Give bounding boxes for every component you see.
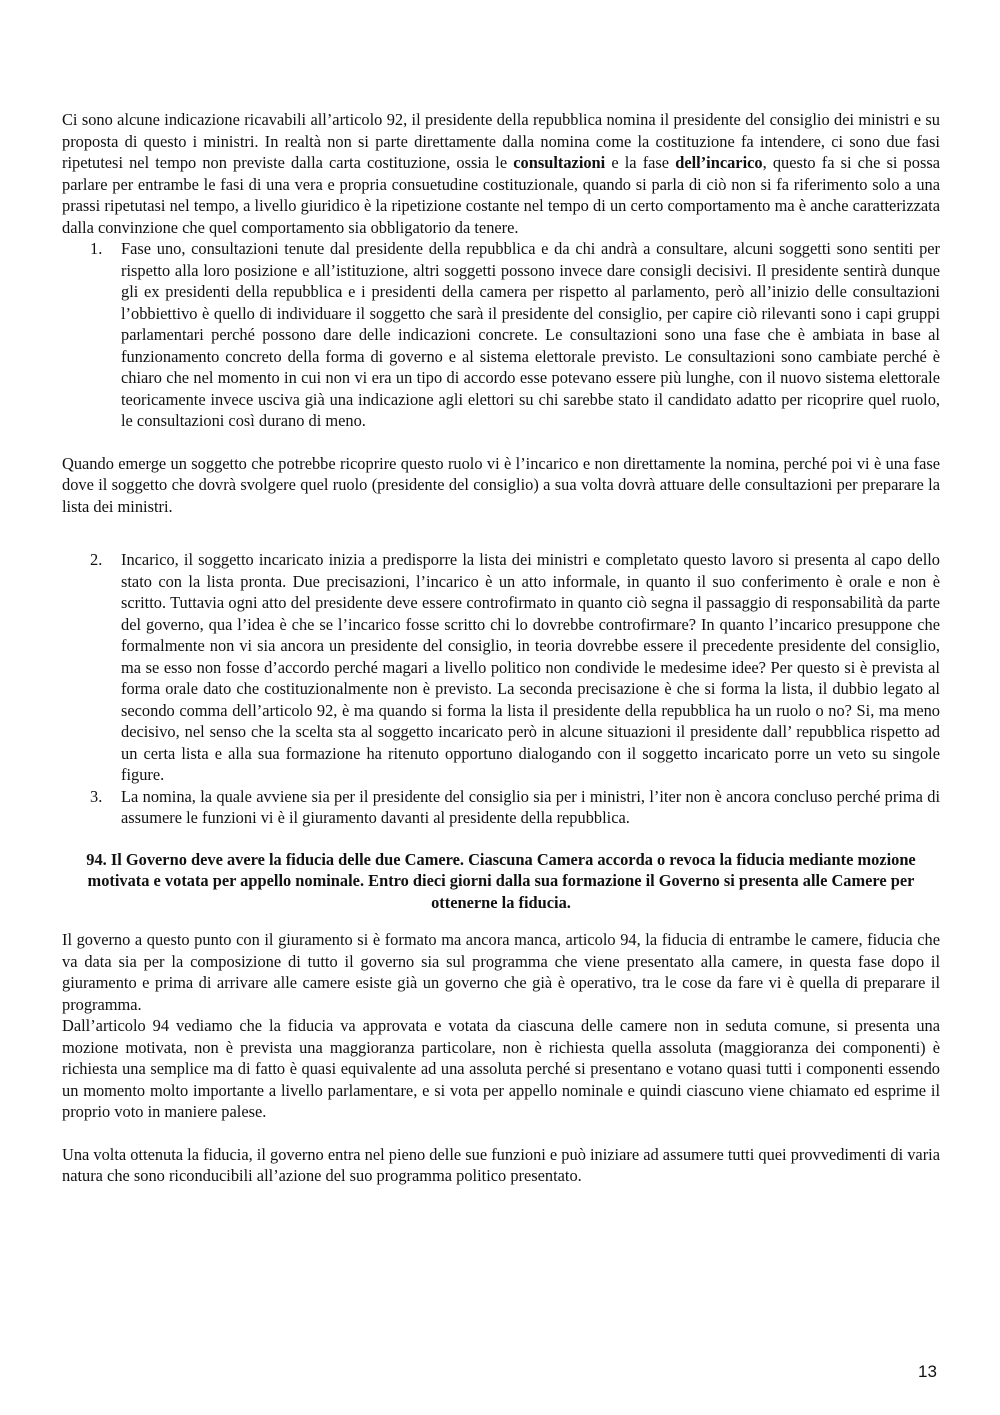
- article-94-heading: 94. Il Governo deve avere la fiducia delle due Camere. Ciascuna Camera accorda o revoca la fiducia mediante mozione motivata e votata per appello nominale. Entro dieci giorni dalla sua formazione il Governo si presenta alle Camere per ottenerne la fiducia.: [86, 849, 916, 912]
- intro-bold-consultazioni: consultazioni: [513, 153, 606, 172]
- list-item-number: 1.: [90, 239, 103, 258]
- intro-text-1: Ci sono alcune indicazione ricavabili all’articolo 92, il presidente della repubblica nomina il presidente del consiglio dei ministri e su proposta di questo i ministri. In realtà non si parte direttamente dalla nomina come la costituzione fa intendere, ci sono due fasi ripetutesi nel tempo non previste dalla carta costituzione, ossia le: [62, 110, 940, 172]
- fiducia-paragraph-1: Il governo a questo punto con il giuramento si è formato ma ancora manca, articolo 94, la fiducia di entrambe le camere, fiducia che va data sia per la composizione di tutto il governo sia sul programma che viene presentato alla camere, in questa fase dopo il giuramento e prima di arrivare alle camere esiste già un governo che già è operativo, tra le cose da fare vi è quella di preparare il programma.: [62, 930, 940, 1014]
- list-item-incarico: [62, 549, 940, 786]
- numbered-list-2: [62, 549, 940, 829]
- intro-text-2: e la fase: [605, 153, 676, 172]
- list-item-text: Fase uno, consultazioni tenute dal presidente della repubblica e da chi andrà a consultare, alcuni soggetti sono sentiti per rispetto alla loro posizione e all’istituzione, altri soggetti possono invece dare consigli decisivi. Il presidente sentirà dunque gli ex presidenti della repubblica e i presidenti della camera per rispetto al parlamento, però all’inizio delle consultazioni l’obbiettivo è quello di individuare il soggetto che sarà il presidente del consiglio, per capire ciò rilevanti sono i capi gruppi parlamentari perché possono dare delle indicazioni concrete. Le consultazioni sono una fase che è ambiata in base al funzionamento concreto della forma di governo e al sistema elettorale previsto. Le consultazioni sono cambiate perché è chiaro che nel momento in cui non vi era un tipo di accordo esse potevano essere più lunghe, con il nuovo sistema elettorale teoricamente invece usciva già una indicazione agli elettori su chi sarebbe stato il candidato adatto per ricoprire quel ruolo, le consultazioni così durano di meno.: [121, 239, 940, 430]
- list-item-text: Incarico, il soggetto incaricato inizia a predisporre la lista dei ministri e completato questo lavoro si presenta al capo dello stato con la lista pronta. Due precisazioni, l’incarico è un atto informale, in quanto il suo conferimento è orale e non è scritto. Tuttavia ogni atto del presidente deve essere controfirmato in quanto ciò segna il passaggio di responsabilità da parte del governo, qua l’idea è che se l’incarico fosse scritto chi lo dovrebbe controfirmare? In quanto l’incarico presuppone che formalmente non vi sia ancora un presidente del consiglio, in teoria dovrebbe essere il precedente presidente del consiglio, ma se esso non fosse d’accordo perché magari a livello politico non condivide le medesime idee? Per questo si è prevista al forma orale dato che costituzionalmente non è previsto. La seconda precisazione è che si forma la lista, il dubbio legato al secondo comma dell’articolo 92, è ma quando si forma la lista il presidente della repubblica ha un ruolo o no? Si, ma meno decisivo, nel senso che la scelta sta al soggetto incaricato però in alcune situazioni il presidente dall’ repubblica rispetto ad un certa lista e alla sua formazione ha ritenuto opportuno dialogando con il soggetto incaricato porre un veto su singole figure.: [121, 550, 940, 784]
- intro-text-3: , questo fa si che si possa parlare per entrambe le fasi di una vera e propria consuetudine costituzionale, quando si parla di ciò non si fa riferimento solo a una prassi ripetutasi nel tempo, a livello giuridico è la ripetizione costante nel tempo di un certo comportamento ma è anche caratterizzata dalla convinzione che quel comportamento sia obbligatorio da tenere.: [62, 153, 940, 237]
- list-item-nomina: [62, 786, 940, 829]
- list-item-number: 3.: [90, 786, 103, 806]
- numbered-list-1: [62, 238, 940, 432]
- middle-paragraph: Quando emerge un soggetto che potrebbe ricoprire questo ruolo vi è l’incarico e non direttamente la nomina, perché poi vi è una fase dove il soggetto che dovrà svolgere quel ruolo (presidente del consiglio) a sua volta dovrà attuare delle consultazioni per preparare la lista dei ministri.: [62, 453, 940, 516]
- list-item-consultazioni: [62, 238, 940, 432]
- intro-paragraph: [62, 109, 940, 238]
- final-paragraph: Una volta ottenuta la fiducia, il governo entra nel pieno delle sue funzioni e può iniziare ad assumere tutti quei provvedimenti di varia natura che sono riconducibili all’azione del suo programma politico presentato.: [62, 1144, 940, 1185]
- page-number: 13: [918, 1362, 937, 1381]
- fiducia-paragraph-2: Dall’articolo 94 vediamo che la fiducia va approvata e votata da ciascuna delle camere non in seduta comune, si presenta una mozione motivata, non è prevista una maggioranza particolare, non è richiesta quella assoluta (maggioranza dei componenti) è richiesta una semplice ma di fatto è quasi equivalente ad una assoluta perché si presentano e votano quasi tutti i componenti essendo un momento molto importante a livello parlamentare, e si vota per appello nominale e quindi ciascuno viene chiamato ed esprime il proprio voto in maniere palese.: [62, 1016, 940, 1121]
- list-item-text: La nomina, la quale avviene sia per il presidente del consiglio sia per i ministri, l’iter non è ancora concluso perché prima di assumere le funzioni vi è il giuramento davanti al presidente della repubblica.: [121, 786, 940, 827]
- document-page: [62, 109, 940, 1187]
- intro-bold-incarico: dell’incarico: [675, 153, 763, 172]
- list-item-number: 2.: [90, 550, 103, 569]
